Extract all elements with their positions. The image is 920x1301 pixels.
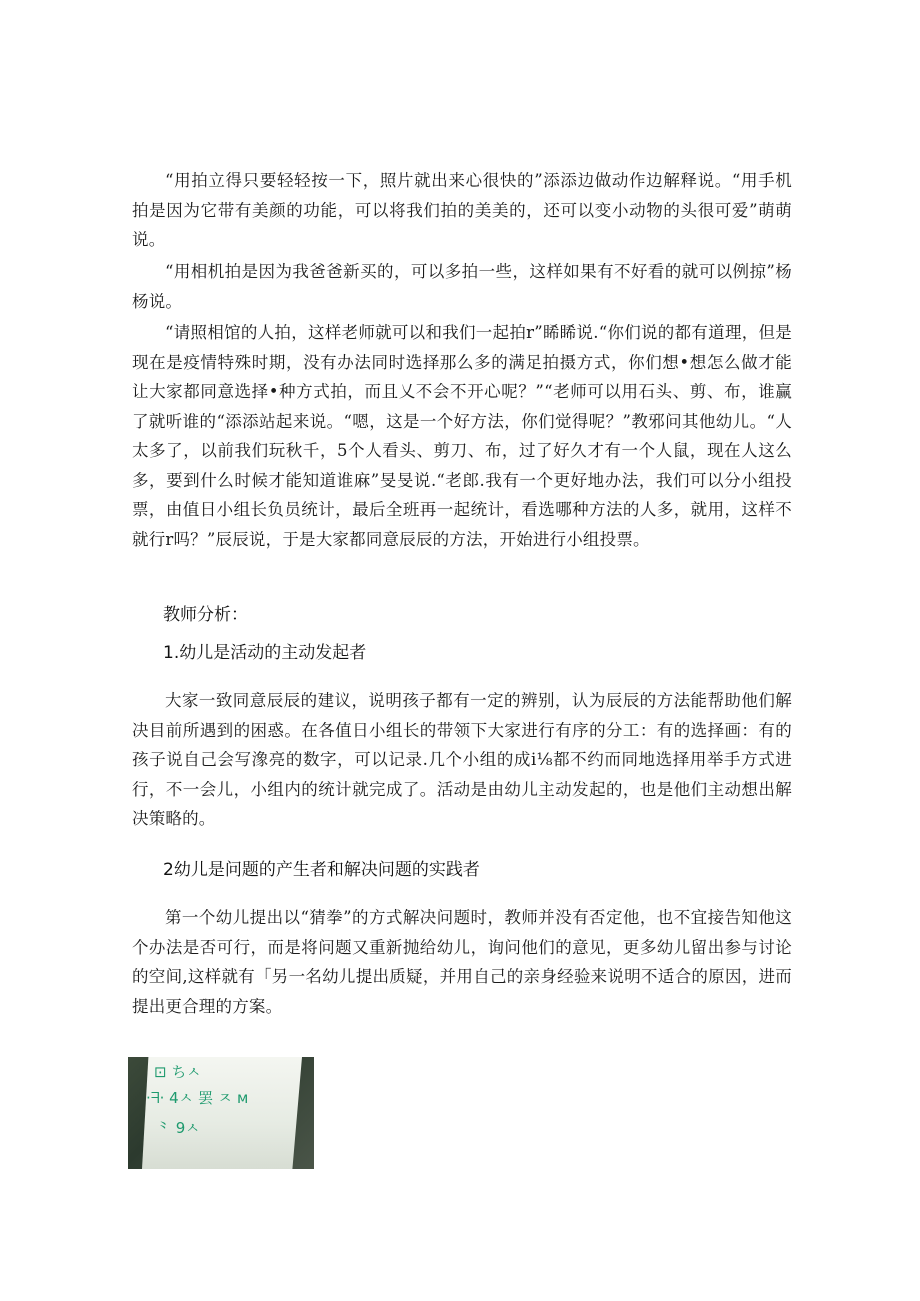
section2-title: 2幼儿是问题的产生者和解决问题的实践者: [163, 860, 480, 880]
paragraph-camera-method: “用相机拍是因为我爸爸新买的，可以多拍一些，这样如果有不好看的就可以例掠”杨杨说。: [132, 262, 792, 311]
vote-tally-photo: [128, 1057, 314, 1169]
paragraph-discussion: “请照相馆的人拍，这样老师就可以和我们一起拍r”睎睎说.“你们说的都有道理，但是现在是疫情特殊时期，没有办法同时选择那么多的满足拍摄方式，你们想•想怎么做才能让大家都同意选择•种方式拍，而且乂不会不开心呢？”“老师可以用石头、剪、布，谁赢了就听谁的“添添站起来说。“嗯，这是一个好方法，你们觉得呢？”教邪问其他幼儿。“人太多了，以前我们玩秋千，5个人看头、剪刀、布，过了好久才有一个人鼠，现在人这么多，要到什么时候才能知道谁麻”旻旻说.“老郎.我有一个更好地办法，我们可以分小组投票，由值日小组长负员统计，最后全班再一起统计，看选哪种方法的人多，就用，这样不就行r吗？”辰辰说，于是大家都同意辰辰的方法，开始进行小组投票。: [132, 323, 792, 549]
section2-body: 第一个幼儿提出以“猜拳”的方式解决问题时，教师并没有否定他，也不宜接告知他这个办法是否可行，而是将问题又重新抛给幼儿，询问他们的意见，更多幼儿留出参与讨论的空间,这样就有「另一名幼儿提出质疑，并用自己的亲身经验来说明不适合的原因，进而提出更合理的方案。: [132, 908, 792, 1016]
analysis-title: 教师分析：: [163, 605, 248, 625]
handwriting-line-2: ·ᖷ· 4ㅅ 罢 ㅈ ᴍ: [146, 1089, 249, 1107]
section1-body: 大家一致同意辰辰的建议，说明孩子都有一定的辨别，认为辰辰的方法能帮助他们解决目前所遇到的困惑。在各值日小组长的带领下大家进行有序的分工：有的选择画：有的孩子说自己会写潒亮的数字，可以记录.几个小组的成i⅛都不约而同地选择用举手方式进行，不一会儿，小组内的统计就完成了。活动是由幼儿主动发起的，也是他们主动想出解决策略的。: [132, 691, 792, 828]
paragraph-photo-methods: “用拍立得只要轻轻按一下，照片就出来心很快的”添添边做动作边解释说。“用手机拍是因为它带有美颜的功能，可以将我们拍的美美的，还可以变小动物的头很可爱”萌萌说。: [132, 171, 792, 249]
section1-title: 1.幼儿是活动的主动发起者: [163, 643, 367, 663]
handwriting-line-3: ⺀ 9ㅅ: [156, 1119, 200, 1137]
handwriting-line-1: ⊡ ちㅅ: [154, 1063, 201, 1081]
